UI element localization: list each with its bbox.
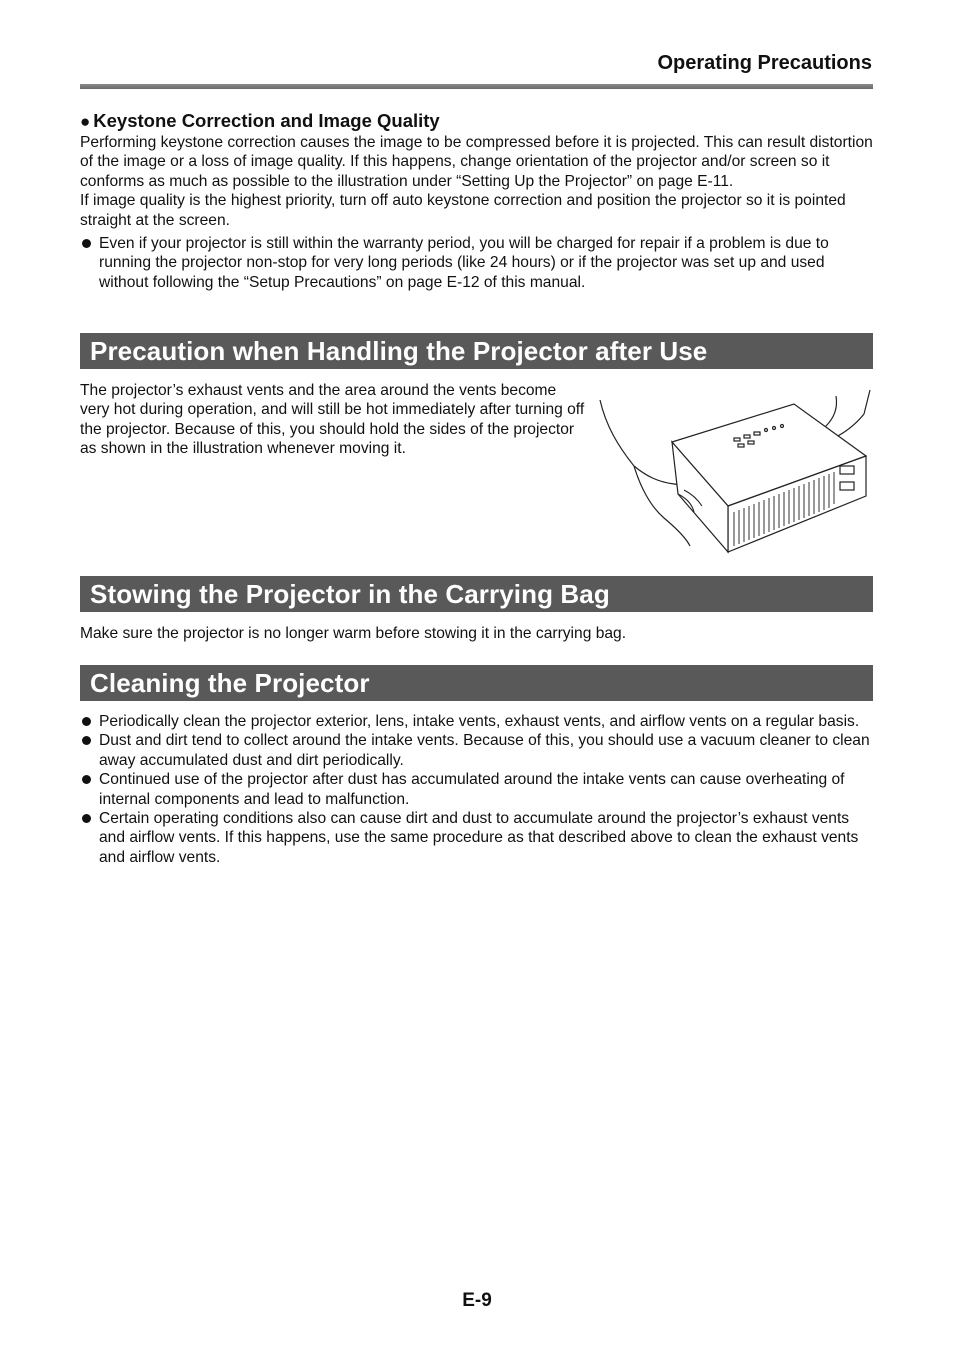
stowing-section [80,624,873,643]
section-title-stowing: Stowing the Projector in the Carrying Bag [80,576,873,612]
list-item: Periodically clean the projector exterior, lens, intake vents, exhaust vents, and airflow vents on a regular basis. [80,712,873,731]
list-item: Dust and dirt tend to collect around the intake vents. Because of this, you should use a vacuum cleaner to clean away accumulated dust and dirt periodically. [80,731,873,770]
keystone-bullet-list [80,234,873,292]
keystone-paragraph-1: Performing keystone correction causes the image to be compressed before it is projected. This can result distortion of the image or a loss of image quality. If this happens, change orientation of the projector and/or screen so it conforms as much as possible to the illustration under “Setting Up the Projector” on page E-11. [80,134,873,190]
bullet-circle-icon: ● [80,112,91,131]
cleaning-section [80,712,873,867]
projector-handling-illustration [594,386,874,558]
list-item: Certain operating conditions also can cause dirt and dust to accumulate around the projector’s exhaust vents and airflow vents. If this happens, use the same procedure as that described above to clean the exhaust vents and airflow vents. [80,809,873,867]
stowing-paragraph: Make sure the projector is no longer warm before stowing it in the carrying bag. [80,625,627,642]
page-number: E-9 [462,1290,492,1311]
keystone-paragraph-2: If image quality is the highest priority, turn off auto keystone correction and position the projector so it is pointed straight at the screen. [80,192,846,229]
page-header-title: Operating Precautions [657,52,872,74]
keystone-heading-text: Keystone Correction and Image Quality [93,110,440,131]
list-item: Even if your projector is still within the warranty period, you will be charged for repair if a problem is due to running the projector non-stop for very long periods (like 24 hours) or if the projector was set up and used without following the “Setup Precautions” on page E-12 of this manual. [80,234,873,292]
cleaning-bullet-list [80,712,873,867]
section-title-handling: Precaution when Handling the Projector after Use [80,333,873,369]
list-item: Continued use of the projector after dust has accumulated around the intake vents can cause overheating of internal components and lead to malfunction. [80,770,873,809]
section-title-cleaning: Cleaning the Projector [80,665,873,701]
handling-paragraph: The projector’s exhaust vents and the area around the vents become very hot during operation, and will still be hot immediately after turning off the projector. Because of this, you should hold the sides of the projector as shown in the illustration whenever moving it. [80,382,585,458]
keystone-section [80,110,873,292]
header-rule [80,84,873,89]
handling-section [80,381,585,459]
keystone-heading [80,110,873,133]
